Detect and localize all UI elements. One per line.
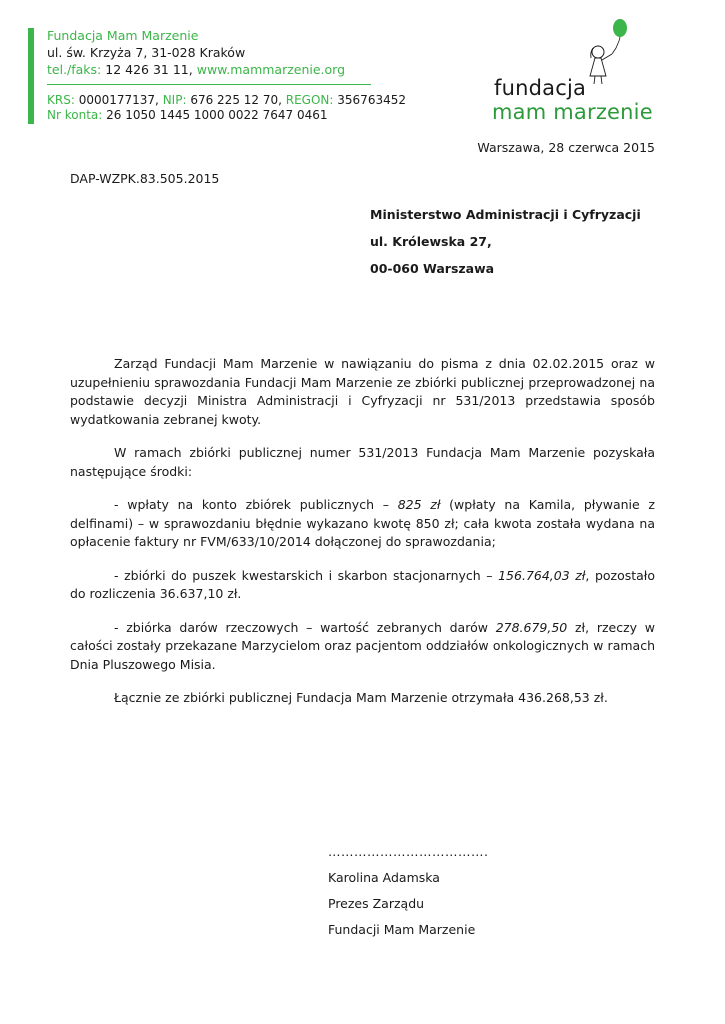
addressee-street: ul. Królewska 27, — [370, 234, 492, 249]
letter-date: Warszawa, 28 czerwca 2015 — [477, 140, 655, 155]
phone-value: 12 426 31 11, — [105, 62, 193, 77]
bank-transfers-text-a: - wpłaty na konto zbiórek publicznych – — [114, 497, 398, 512]
body-paragraph-funds: W ramach zbiórki publicznej numer 531/2013 Fundacja Mam Marzenie pozyskała następujące środki: — [70, 445, 655, 479]
letterhead-accent-bar — [28, 28, 34, 124]
signature-block — [328, 839, 488, 943]
in-kind-text-a: - zbiórka darów rzeczowych – wartość zebranych darów — [114, 619, 496, 635]
body-paragraph-in-kind — [70, 619, 655, 675]
krs-label: KRS: — [47, 93, 75, 107]
letterhead — [47, 27, 406, 123]
foundation-logo — [490, 18, 670, 130]
in-kind-amount: 278.679,50 — [495, 619, 568, 635]
krs-value: 0000177137, — [78, 93, 159, 107]
logo-word-mam-marzenie: mam marzenie — [492, 100, 653, 124]
addressee-city: 00-060 Warszawa — [370, 261, 495, 276]
account-label: Nr konta: — [47, 108, 103, 122]
phone-label: tel./faks: — [47, 62, 102, 77]
collection-boxes-text-b: , pozostało do rozliczenia 36.637,10 zł. — [70, 567, 656, 601]
bank-transfers-text-b: (wpłaty na Kamila, pływanie z delfinami) – w sprawozdaniu błędnie wykazano kwotę 850 zł; cała kwota została wydana na opłacenie faktury nr FVM/633/10/2014 dołączonej do sprawozdania; — [70, 497, 655, 549]
nip-value: 676 225 12 70, — [190, 93, 282, 107]
letter-body — [70, 355, 655, 723]
signatory-organization: Fundacji Mam Marzenie — [328, 922, 476, 937]
nip-label: NIP: — [162, 93, 187, 107]
letterhead-contact — [47, 61, 387, 78]
regon-value: 356763452 — [337, 93, 406, 107]
addressee-block — [370, 201, 641, 282]
logo-word-fundacja: fundacja — [494, 76, 587, 100]
letterhead-address: ul. św. Krzyża 7, 31-028 Kraków — [47, 45, 246, 60]
bank-transfers-amount: 825 zł — [397, 497, 441, 512]
website-link[interactable]: www.mammarzenie.org — [196, 62, 346, 77]
letterhead-registration — [47, 93, 406, 123]
regon-label: REGON: — [285, 93, 334, 107]
bank-account — [47, 108, 387, 123]
signatory-name: Karolina Adamska — [328, 870, 440, 885]
signatory-title: Prezes Zarządu — [328, 896, 425, 911]
registration-numbers — [47, 93, 406, 108]
collection-boxes-text-a: - zbiórki do puszek kwestarskich i skarbon stacjonarnych – — [114, 567, 499, 583]
reference-number: DAP-WZPK.83.505.2015 — [70, 171, 220, 186]
addressee-name: Ministerstwo Administracji i Cyfryzacji — [370, 207, 641, 222]
signature-line: ………………………………. — [328, 844, 489, 859]
body-paragraph-bank-transfers — [70, 496, 655, 552]
body-paragraph-collection-boxes — [70, 567, 655, 604]
letterhead-divider — [47, 84, 371, 85]
in-kind-text-b: zł, rzeczy w całości zostały przekazane Marzycielom oraz pacjentom oddziałów onkologicznych w ramach Dnia Pluszowego Misia. — [70, 619, 656, 672]
collection-boxes-amount: 156.764,03 zł — [498, 567, 586, 583]
body-paragraph-intro: Zarząd Fundacji Mam Marzenie w nawiązaniu do pisma z dnia 02.02.2015 oraz w uzupełnieniu sprawozdania Fundacji Mam Marzenie ze zbiórki publicznej przeprowadzonej na podstawie decyzji Ministra Administracji i Cyfryzacji nr 531/2013 przedstawia sposób wydatkowania zebranej kwoty. — [70, 356, 655, 427]
account-value: 26 1050 1445 1000 0022 7647 0461 — [106, 108, 328, 122]
letterhead-org-name: Fundacja Mam Marzenie — [47, 28, 199, 43]
body-paragraph-total: Łącznie ze zbiórki publicznej Fundacja Mam Marzenie otrzymała 436.268,53 zł. — [114, 690, 608, 705]
